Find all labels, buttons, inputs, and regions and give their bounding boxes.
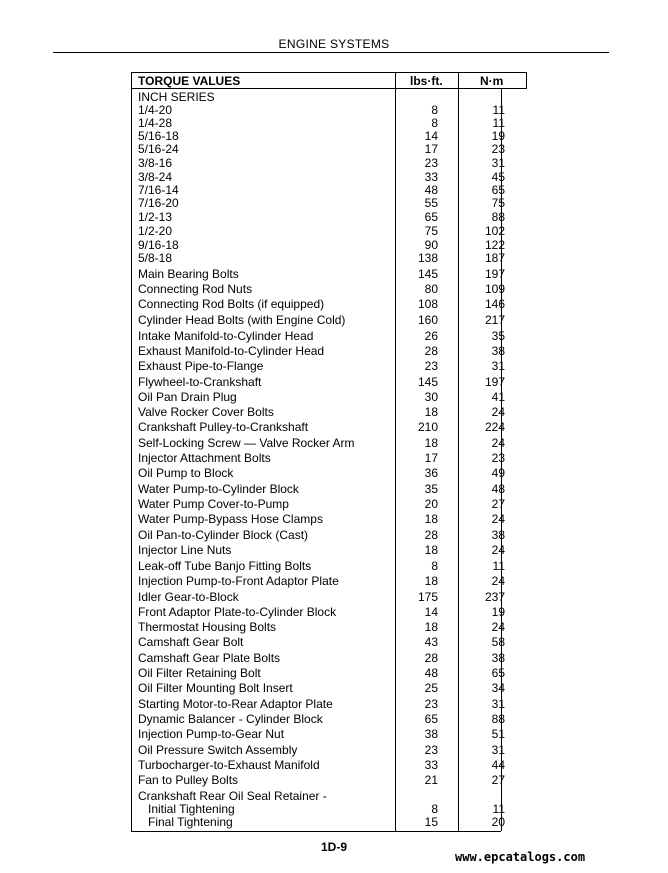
row-item-name: Starting Motor-to-Rear Adaptor Plate	[138, 697, 333, 711]
row-lbs-ft-value: 8	[431, 802, 438, 816]
row-lbs-ft-value: 36	[424, 466, 438, 480]
row-nm-value: 51	[491, 727, 505, 741]
column-header-torque-values: TORQUE VALUES	[138, 74, 241, 88]
row-item-name: Oil Pump to Block	[138, 466, 234, 480]
row-item-name: 5/16-24	[138, 142, 179, 156]
row-nm-value: 146	[484, 297, 505, 311]
row-nm-value: 24	[491, 436, 505, 450]
row-nm-value: 27	[491, 773, 505, 787]
row-lbs-ft-value: 28	[424, 528, 438, 542]
row-nm-value: 11	[492, 802, 505, 816]
row-nm-value: 34	[491, 681, 505, 695]
row-nm-value: 65	[491, 183, 505, 197]
row-item-name: Water Pump-to-Cylinder Block	[138, 482, 299, 496]
row-lbs-ft-value: 38	[424, 727, 438, 741]
row-item-name: Camshaft Gear Plate Bolts	[138, 651, 281, 665]
row-nm-value: 19	[491, 605, 505, 619]
row-nm-value: 35	[491, 329, 505, 343]
row-nm-value: 102	[484, 224, 505, 238]
table-bottom-border	[131, 831, 501, 832]
row-lbs-ft-value: 75	[424, 224, 438, 238]
row-item-name: Connecting Rod Nuts	[138, 282, 253, 296]
row-nm-value: 11	[492, 559, 505, 573]
row-item-name: Flywheel-to-Crankshaft	[138, 375, 262, 389]
row-lbs-ft-value: 138	[417, 251, 438, 265]
row-lbs-ft-value: 20	[424, 497, 438, 511]
row-lbs-ft-value: 210	[417, 420, 438, 434]
row-item-name: Injector Line Nuts	[138, 543, 232, 557]
row-item-name: Idler Gear-to-Block	[138, 590, 239, 604]
row-item-name: Injection Pump-to-Front Adaptor Plate	[138, 574, 339, 588]
table-right-border	[526, 72, 527, 89]
row-nm-value: 122	[484, 238, 505, 252]
row-item-name: 1/4-28	[138, 116, 173, 130]
row-nm-value: 38	[491, 651, 505, 665]
row-lbs-ft-value: 33	[424, 758, 438, 772]
row-lbs-ft-value: 23	[424, 359, 438, 373]
row-nm-value: 48	[491, 482, 505, 496]
column-header-lbs-ft: lbs·ft.	[410, 74, 443, 88]
row-nm-value: 23	[491, 142, 505, 156]
page-number: 1D-9	[320, 840, 347, 854]
row-nm-value: 24	[491, 405, 505, 419]
row-item-name: 3/8-16	[138, 156, 173, 170]
row-item-name: Dynamic Balancer - Cylinder Block	[138, 712, 323, 726]
row-nm-value: 24	[491, 543, 505, 557]
row-item-name: Valve Rocker Cover Bolts	[138, 405, 274, 419]
row-item-name: Injector Attachment Bolts	[138, 451, 271, 465]
row-item-name: Injection Pump-to-Gear Nut	[138, 727, 285, 741]
row-lbs-ft-value: 26	[424, 329, 438, 343]
row-item-name: Turbocharger-to-Exhaust Manifold	[138, 758, 320, 772]
row-lbs-ft-value: 48	[424, 666, 438, 680]
row-nm-value: 109	[484, 282, 505, 296]
row-nm-value: 23	[491, 451, 505, 465]
row-item-name: Leak-off Tube Banjo Fitting Bolts	[138, 559, 312, 573]
column-header-nm: N·m	[480, 74, 504, 88]
row-lbs-ft-value: 25	[424, 681, 438, 695]
row-nm-value: 217	[484, 313, 505, 327]
row-item-name: 1/2-13	[138, 210, 173, 224]
row-lbs-ft-value: 8	[431, 116, 438, 130]
row-lbs-ft-value: 48	[424, 183, 438, 197]
row-item-name: 1/2-20	[138, 224, 173, 238]
row-nm-value: 197	[484, 375, 505, 389]
header-divider	[53, 52, 609, 53]
row-nm-value: 27	[491, 497, 505, 511]
row-lbs-ft-value: 65	[424, 712, 438, 726]
watermark-text: www.epcatalogs.com	[455, 850, 586, 864]
table-header-divider	[131, 88, 527, 89]
row-item-name: 5/8-18	[138, 251, 173, 265]
row-lbs-ft-value: 14	[424, 605, 438, 619]
row-nm-value: 31	[491, 359, 505, 373]
row-item-name: Thermostat Housing Bolts	[138, 620, 277, 634]
row-item-name: INCH SERIES	[138, 90, 215, 104]
row-lbs-ft-value: 43	[424, 635, 438, 649]
row-lbs-ft-value: 23	[424, 743, 438, 757]
row-lbs-ft-value: 90	[424, 238, 438, 252]
row-nm-value: 11	[492, 103, 505, 117]
row-item-name: Camshaft Gear Bolt	[138, 635, 244, 649]
row-item-name: 7/16-20	[138, 196, 179, 210]
row-nm-value: 31	[491, 156, 505, 170]
row-lbs-ft-value: 65	[424, 210, 438, 224]
row-lbs-ft-value: 145	[417, 375, 438, 389]
row-nm-value: 24	[491, 620, 505, 634]
row-nm-value: 20	[491, 815, 505, 829]
row-nm-value: 41	[491, 390, 505, 404]
row-item-name: 1/4-20	[138, 103, 173, 117]
row-lbs-ft-value: 17	[424, 142, 438, 156]
row-nm-value: 38	[491, 344, 505, 358]
row-item-name: Oil Filter Retaining Bolt	[138, 666, 261, 680]
row-lbs-ft-value: 18	[424, 574, 438, 588]
row-item-name: Intake Manifold-to-Cylinder Head	[138, 329, 314, 343]
row-lbs-ft-value: 17	[424, 451, 438, 465]
row-nm-value: 31	[491, 697, 505, 711]
row-item-name: Oil Pan-to-Cylinder Block (Cast)	[138, 528, 309, 542]
row-item-name: Front Adaptor Plate-to-Cylinder Block	[138, 605, 337, 619]
row-nm-value: 38	[491, 528, 505, 542]
row-lbs-ft-value: 18	[424, 405, 438, 419]
row-lbs-ft-value: 33	[424, 170, 438, 184]
row-item-name: Connecting Rod Bolts (if equipped)	[138, 297, 325, 311]
row-nm-value: 187	[484, 251, 505, 265]
row-item-name: Oil Filter Mounting Bolt Insert	[138, 681, 293, 695]
page-header-title: ENGINE SYSTEMS	[278, 37, 390, 51]
row-nm-value: 75	[491, 196, 505, 210]
row-nm-value: 24	[491, 512, 505, 526]
row-lbs-ft-value: 145	[417, 267, 438, 281]
row-item-name: 9/16-18	[138, 238, 179, 252]
row-lbs-ft-value: 8	[431, 103, 438, 117]
row-item-name: Crankshaft Rear Oil Seal Retainer -	[138, 789, 327, 803]
row-nm-value: 65	[491, 666, 505, 680]
row-item-name: Final Tightening	[148, 815, 233, 829]
table-left-border	[131, 72, 132, 831]
row-lbs-ft-value: 18	[424, 436, 438, 450]
row-item-name: Main Bearing Bolts	[138, 267, 239, 281]
row-nm-value: 31	[491, 743, 505, 757]
row-nm-value: 19	[491, 129, 505, 143]
row-item-name: Fan to Pulley Bolts	[138, 773, 239, 787]
row-lbs-ft-value: 18	[424, 620, 438, 634]
row-lbs-ft-value: 175	[417, 590, 438, 604]
row-lbs-ft-value: 23	[424, 697, 438, 711]
row-item-name: Exhaust Pipe-to-Flange	[138, 359, 264, 373]
row-lbs-ft-value: 160	[417, 313, 438, 327]
row-lbs-ft-value: 18	[424, 543, 438, 557]
row-item-name: Exhaust Manifold-to-Cylinder Head	[138, 344, 325, 358]
row-lbs-ft-value: 14	[424, 129, 438, 143]
row-nm-value: 197	[484, 267, 505, 281]
row-item-name: 3/8-24	[138, 170, 173, 184]
row-item-name: Initial Tightening	[148, 802, 235, 816]
row-lbs-ft-value: 15	[424, 815, 438, 829]
row-item-name: Oil Pressure Switch Assembly	[138, 743, 298, 757]
table-top-border	[131, 72, 527, 73]
row-lbs-ft-value: 8	[431, 559, 438, 573]
row-lbs-ft-value: 108	[417, 297, 438, 311]
row-nm-value: 45	[491, 170, 505, 184]
row-item-name: Oil Pan Drain Plug	[138, 390, 237, 404]
row-lbs-ft-value: 28	[424, 651, 438, 665]
row-item-name: 5/16-18	[138, 129, 179, 143]
row-lbs-ft-value: 21	[424, 773, 438, 787]
row-nm-value: 88	[491, 210, 505, 224]
row-item-name: Water Pump Cover-to-Pump	[138, 497, 289, 511]
row-nm-value: 224	[484, 420, 505, 434]
row-lbs-ft-value: 28	[424, 344, 438, 358]
row-nm-value: 11	[492, 116, 505, 130]
row-nm-value: 49	[491, 466, 505, 480]
row-nm-value: 44	[491, 758, 505, 772]
row-item-name: Water Pump-Bypass Hose Clamps	[138, 512, 323, 526]
row-lbs-ft-value: 23	[424, 156, 438, 170]
row-nm-value: 237	[484, 590, 505, 604]
row-lbs-ft-value: 80	[424, 282, 438, 296]
row-nm-value: 88	[491, 712, 505, 726]
row-lbs-ft-value: 18	[424, 512, 438, 526]
row-item-name: Crankshaft Pulley-to-Crankshaft	[138, 420, 309, 434]
row-lbs-ft-value: 30	[424, 390, 438, 404]
row-item-name: 7/16-14	[138, 183, 179, 197]
column-divider-2	[458, 72, 459, 831]
row-nm-value: 58	[491, 635, 505, 649]
row-lbs-ft-value: 55	[424, 196, 438, 210]
row-nm-value: 24	[491, 574, 505, 588]
row-lbs-ft-value: 35	[424, 482, 438, 496]
row-item-name: Cylinder Head Bolts (with Engine Cold)	[138, 313, 346, 327]
row-item-name: Self-Locking Screw — Valve Rocker Arm	[138, 436, 355, 450]
